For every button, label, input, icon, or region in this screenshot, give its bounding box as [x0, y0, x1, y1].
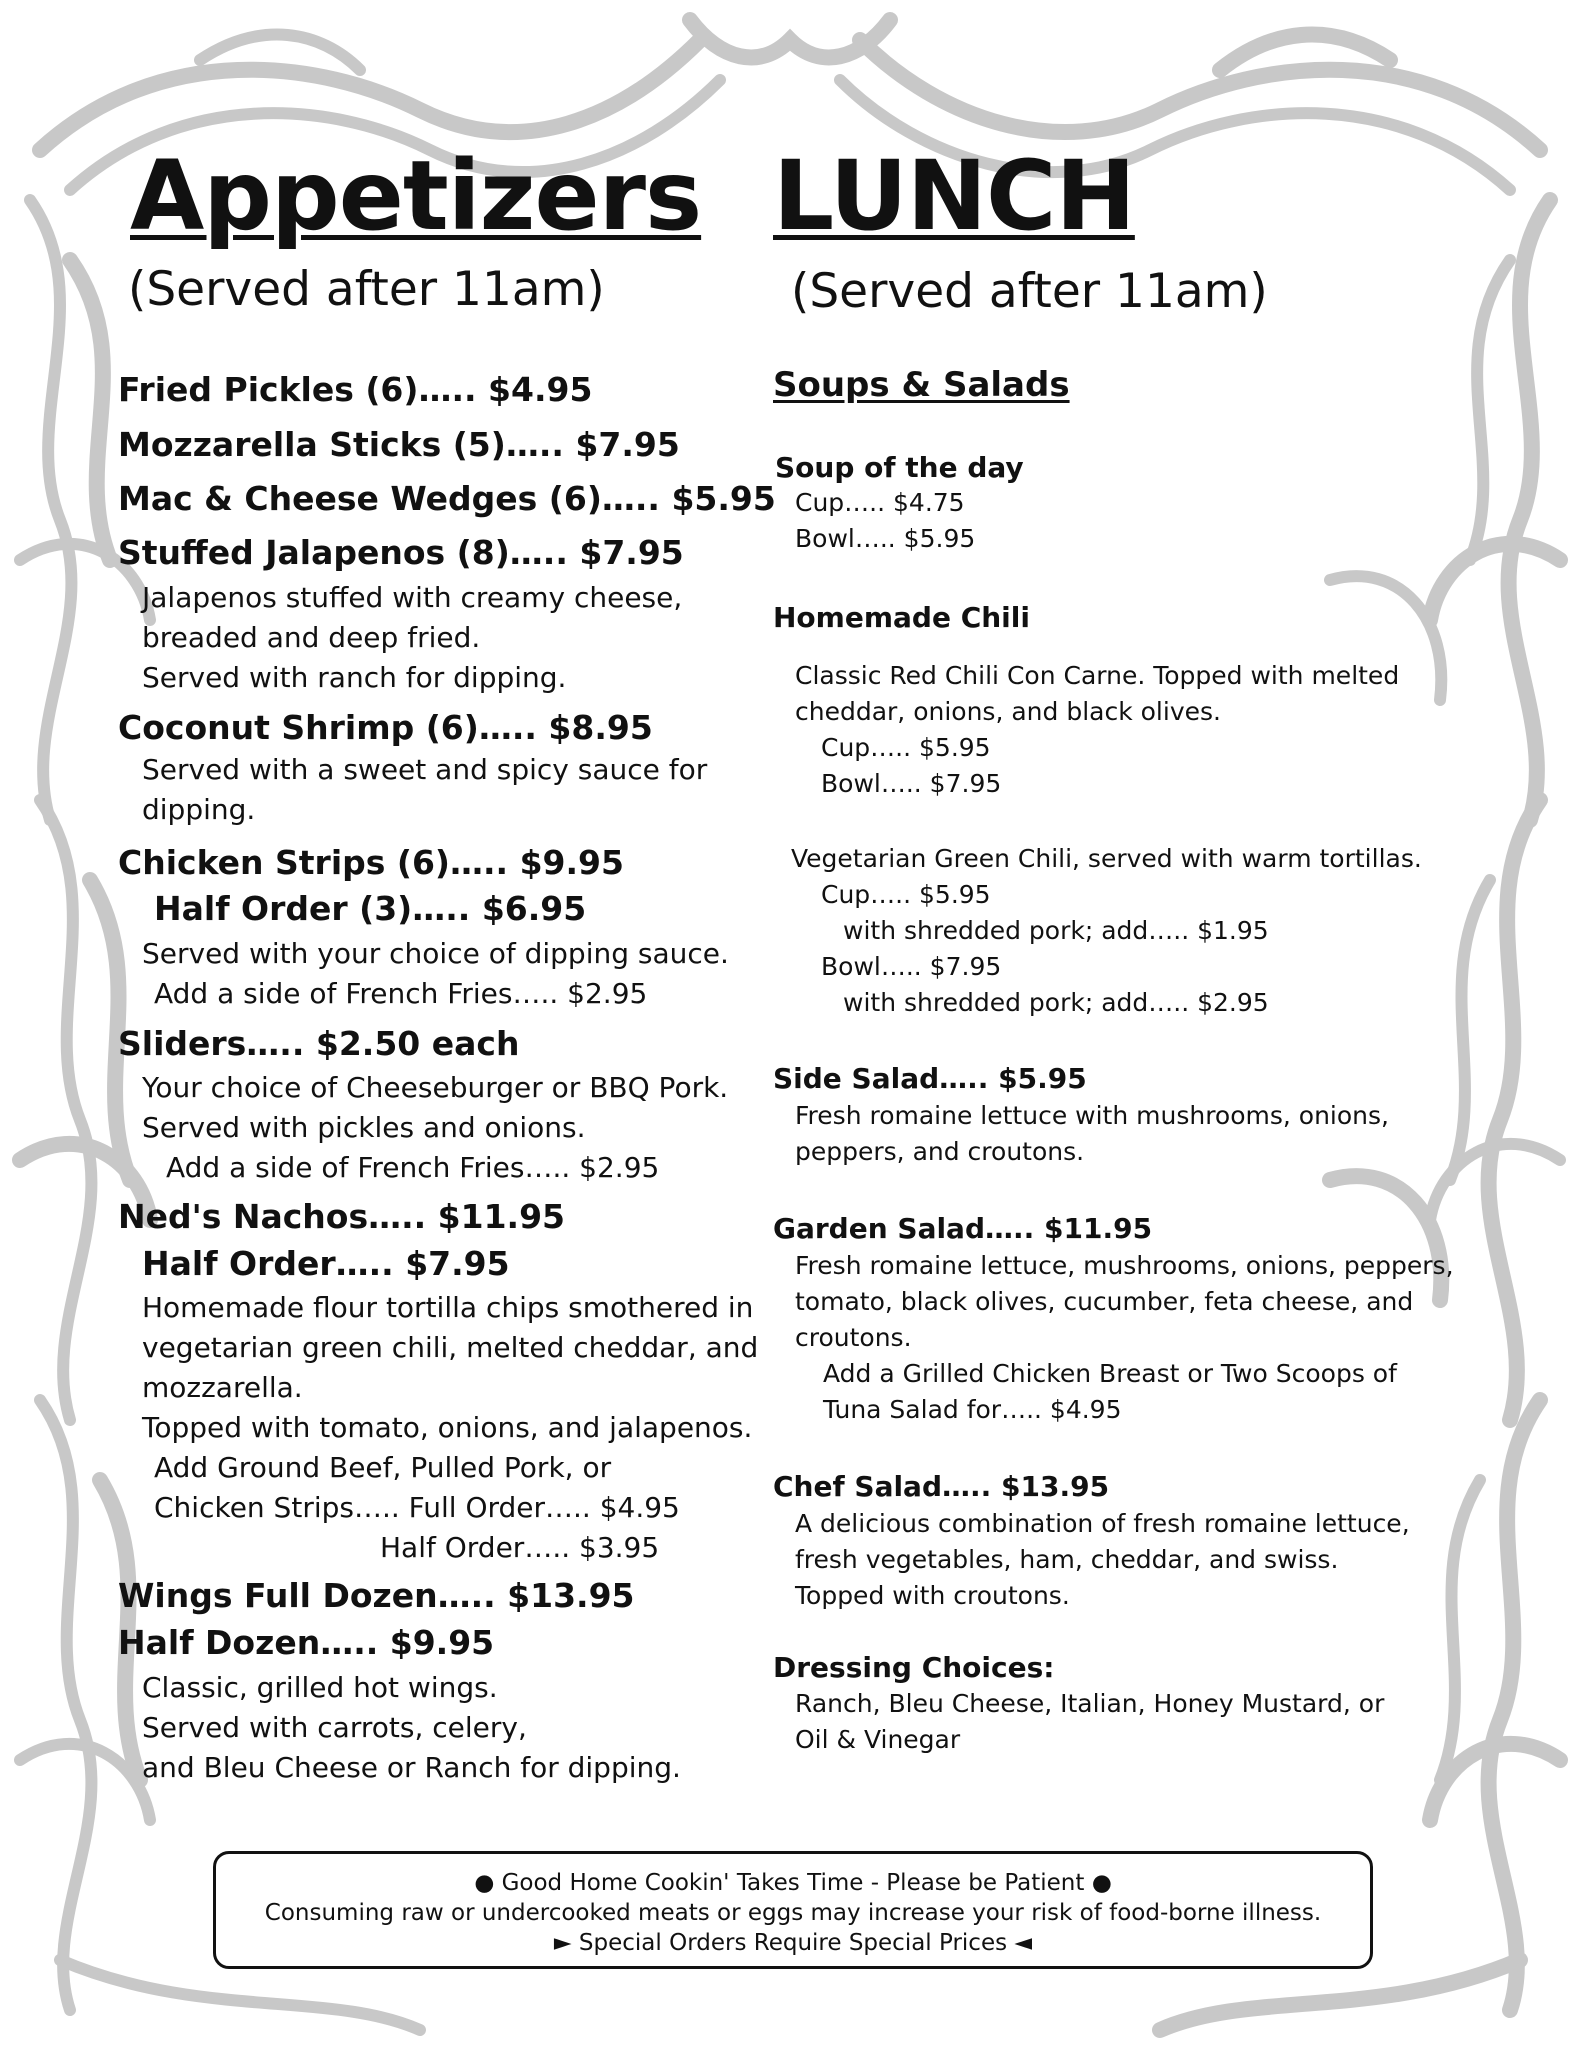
appetizer-line: Sliders….. $2.50 each — [118, 1024, 520, 1063]
appetizer-line: Half Order….. $3.95 — [380, 1531, 660, 1564]
appetizer-line: Half Order….. $7.95 — [142, 1244, 510, 1283]
appetizer-line: Served with your choice of dipping sauce. — [142, 937, 729, 970]
appetizer-line: mozzarella. — [142, 1371, 303, 1404]
lunch-line: Cup….. $4.75 — [795, 488, 965, 517]
appetizer-line: Wings Full Dozen….. $13.95 — [118, 1576, 635, 1615]
lunch-served-time: (Served after 11am) — [791, 264, 1268, 319]
appetizer-line: Your choice of Cheeseburger or BBQ Pork. — [142, 1071, 729, 1104]
appetizers-served-time: (Served after 11am) — [128, 262, 605, 317]
border-flourish — [40, 40, 700, 150]
appetizer-line: vegetarian green chili, melted cheddar, and — [142, 1331, 759, 1364]
appetizer-line: breaded and deep fried. — [142, 621, 481, 654]
lunch-line: fresh vegetables, ham, cheddar, and swiss. — [795, 1545, 1339, 1574]
lunch-line: Bowl….. $7.95 — [821, 952, 1002, 981]
lunch-line: Topped with croutons. — [795, 1581, 1070, 1610]
lunch-line: Homemade Chili — [773, 601, 1030, 634]
lunch-line: A delicious combination of fresh romaine lettuce, — [795, 1509, 1410, 1538]
appetizer-line: Jalapenos stuffed with creamy cheese, — [142, 581, 683, 614]
lunch-line: Vegetarian Green Chili, served with warm tortillas. — [791, 844, 1422, 873]
lunch-line: with shredded pork; add….. $2.95 — [843, 988, 1269, 1017]
lunch-line: Chef Salad….. $13.95 — [773, 1470, 1110, 1503]
border-flourish — [1489, 1400, 1540, 2010]
appetizer-line: Add a side of French Fries….. $2.95 — [154, 977, 648, 1010]
appetizer-line: Add a side of French Fries….. $2.95 — [166, 1151, 660, 1184]
appetizer-line: Served with ranch for dipping. — [142, 661, 567, 694]
appetizer-line: Chicken Strips (6)….. $9.95 — [118, 843, 624, 882]
border-flourish — [40, 800, 91, 1420]
border-flourish — [1430, 544, 1560, 620]
appetizer-line: Served with carrots, celery, — [142, 1711, 527, 1744]
notice-special-orders: ► Special Orders Require Special Prices ◄ — [553, 1930, 1033, 1956]
lunch-line: peppers, and croutons. — [795, 1137, 1085, 1166]
appetizer-line: Mozzarella Sticks (5)….. $7.95 — [118, 425, 680, 464]
border-flourish — [1160, 1960, 1520, 2030]
lunch-line: Bowl….. $5.95 — [795, 524, 976, 553]
appetizer-line: Served with a sweet and spicy sauce for — [142, 753, 708, 786]
lunch-line: Cup….. $5.95 — [821, 733, 991, 762]
appetizer-line: Served with pickles and onions. — [142, 1111, 586, 1144]
lunch-title: LUNCH — [773, 140, 1135, 252]
appetizer-line: Topped with tomato, onions, and jalapenos. — [142, 1411, 753, 1444]
appetizer-line: Add Ground Beef, Pulled Pork, or — [154, 1451, 612, 1484]
lunch-line: Soup of the day — [775, 451, 1024, 484]
lunch-line: Classic Red Chili Con Carne. Topped with melted — [795, 661, 1400, 690]
appetizer-line: and Bleu Cheese or Ranch for dipping. — [142, 1751, 681, 1784]
lunch-line: Oil & Vinegar — [795, 1725, 961, 1754]
border-flourish — [1440, 1480, 1480, 1780]
notice-patience: ● Good Home Cookin' Takes Time - Please be Patient ● — [474, 1870, 1112, 1896]
border-flourish — [1489, 800, 1540, 1420]
appetizer-line: Classic, grilled hot wings. — [142, 1671, 498, 1704]
lunch-line: Add a Grilled Chicken Breast or Two Scoops of — [823, 1359, 1397, 1388]
notice-box — [213, 1851, 1373, 1969]
lunch-line: Dressing Choices: — [773, 1651, 1055, 1684]
lunch-line: Fresh romaine lettuce, mushrooms, onions, peppers, — [795, 1251, 1454, 1280]
lunch-line: Soups & Salads — [773, 365, 1070, 405]
appetizer-line: dipping. — [142, 793, 256, 826]
appetizer-line: Stuffed Jalapenos (8)….. $7.95 — [118, 533, 684, 572]
lunch-line: croutons. — [795, 1323, 912, 1352]
border-flourish — [1330, 1176, 1441, 1300]
border-flourish — [1509, 200, 1550, 820]
lunch-line: cheddar, onions, and black olives. — [795, 697, 1221, 726]
appetizer-line: Ned's Nachos….. $11.95 — [118, 1197, 566, 1236]
lunch-line: Tuna Salad for….. $4.95 — [823, 1395, 1122, 1424]
appetizer-line: Mac & Cheese Wedges (6)….. $5.95 — [118, 479, 776, 518]
border-flourish — [40, 1400, 91, 2010]
appetizer-line: Homemade flour tortilla chips smothered in — [142, 1291, 754, 1324]
border-flourish — [1450, 880, 1490, 1180]
lunch-line: Garden Salad….. $11.95 — [773, 1212, 1153, 1245]
appetizer-line: Fried Pickles (6)….. $4.95 — [118, 370, 593, 409]
appetizer-line: Half Order (3)….. $6.95 — [154, 889, 587, 928]
border-flourish — [70, 260, 110, 560]
border-flourish — [1470, 260, 1510, 560]
lunch-line: Side Salad….. $5.95 — [773, 1062, 1087, 1095]
border-flourish — [60, 1960, 420, 2030]
lunch-line: with shredded pork; add….. $1.95 — [843, 916, 1269, 945]
lunch-line: Ranch, Bleu Cheese, Italian, Honey Mustard, or — [795, 1689, 1385, 1718]
lunch-line: tomato, black olives, cucumber, feta cheese, and — [795, 1287, 1414, 1316]
notice-food-safety: Consuming raw or undercooked meats or eggs may increase your risk of food-borne illness. — [264, 1900, 1322, 1926]
lunch-line: Bowl….. $7.95 — [821, 769, 1002, 798]
appetizer-line: Chicken Strips….. Full Order….. $4.95 — [154, 1491, 680, 1524]
appetizers-title: Appetizers — [130, 140, 702, 252]
lunch-line: Cup….. $5.95 — [821, 880, 991, 909]
border-flourish — [30, 200, 71, 820]
appetizer-line: Half Dozen….. $9.95 — [118, 1623, 495, 1662]
lunch-line: Fresh romaine lettuce with mushrooms, onions, — [795, 1101, 1389, 1130]
appetizer-line: Coconut Shrimp (6)….. $8.95 — [118, 708, 653, 747]
